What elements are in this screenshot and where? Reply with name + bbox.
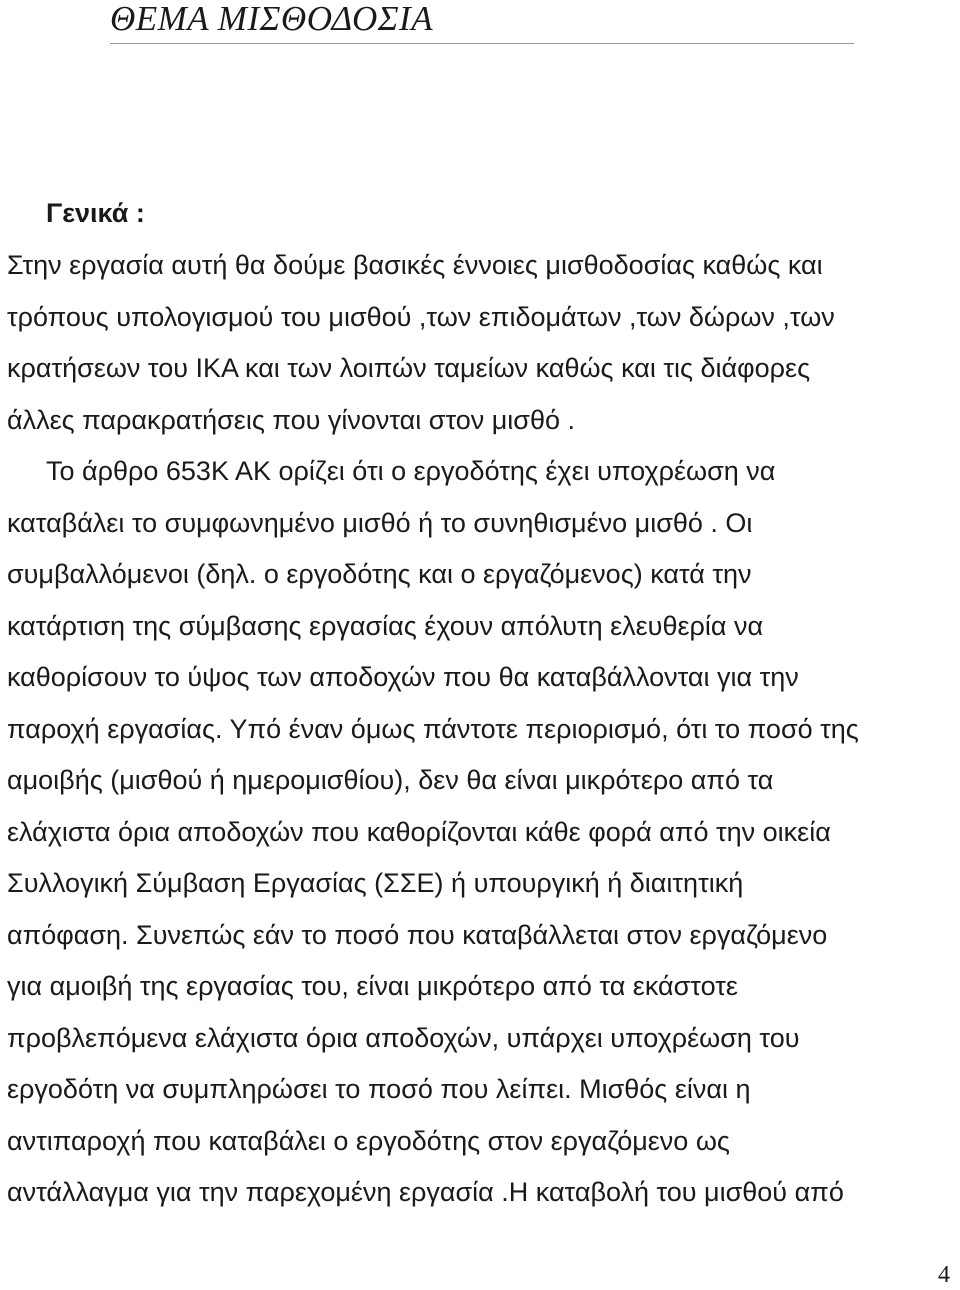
body-line: Το άρθρο 653Κ ΑΚ ορίζει ότι ο εργοδότης έχει υποχρέωση να [46,456,776,486]
page-number: 4 [938,1262,950,1288]
body-line: κρατήσεων του ΙΚΑ και των λοιπών ταμείων καθώς και τις διάφορες [7,353,811,383]
body-line: τρόπους υπολογισμού του μισθού ,των επιδομάτων ,των δώρων ,των [7,301,835,332]
body-line: προβλεπόμενα ελάχιστα όρια αποδοχών, υπάρχει υποχρέωση του [7,1022,800,1053]
body-line: αντάλλαγμα για την παρεχομένη εργασία .Η καταβολή του μισθού από [7,1177,844,1207]
body-line: Συλλογική Σύμβαση Εργασίας (ΣΣΕ) ή υπουργική ή διαιτητική [7,868,744,898]
body-line: καθορίσουν το ύψος των αποδοχών που θα καταβάλλονται για την [7,662,799,692]
body-line: για αμοιβή της εργασίας του, είναι μικρότερο από τα εκάστοτε [7,971,738,1001]
body-line: καταβάλει το συμφωνημένο μισθό ή το συνηθισμένο μισθό . Οι [7,507,753,538]
title-underline-divider [110,43,854,44]
body-line: συμβαλλόμενοι (δηλ. ο εργοδότης και ο εργαζόμενος) κατά την [7,559,752,589]
body-line: εργοδότη να συμπληρώσει το ποσό που λείπει. Μισθός είναι η [7,1074,751,1104]
body-line: Στην εργασία αυτή θα δούμε βασικές έννοιες μισθοδοσίας καθώς και [7,250,823,280]
body-line: αντιπαροχή που καταβάλει ο εργοδότης στον εργαζόμενο ως [7,1125,730,1156]
body-line: άλλες παρακρατήσεις που γίνονται στον μισθό . [7,404,576,435]
body-line: κατάρτιση της σύμβασης εργασίας έχουν απόλυτη ελευθερία να [7,610,764,641]
body-line: αμοιβής (μισθού ή ημερομισθίου), δεν θα είναι μικρότερο από τα [7,765,774,795]
body-line: παροχή εργασίας. Υπό έναν όμως πάντοτε περιορισμό, ότι το ποσό της [7,713,859,744]
page-title: ΘΕΜΑ ΜΙΣΘΟΔΟΣΙΑ [110,0,434,38]
body-line: απόφαση. Συνεπώς εάν το ποσό που καταβάλλεται στον εργαζόμενο [7,919,828,950]
section-heading: Γενικά : [46,198,145,228]
body-line: ελάχιστα όρια αποδοχών που καθορίζονται κάθε φορά από την οικεία [7,816,831,847]
